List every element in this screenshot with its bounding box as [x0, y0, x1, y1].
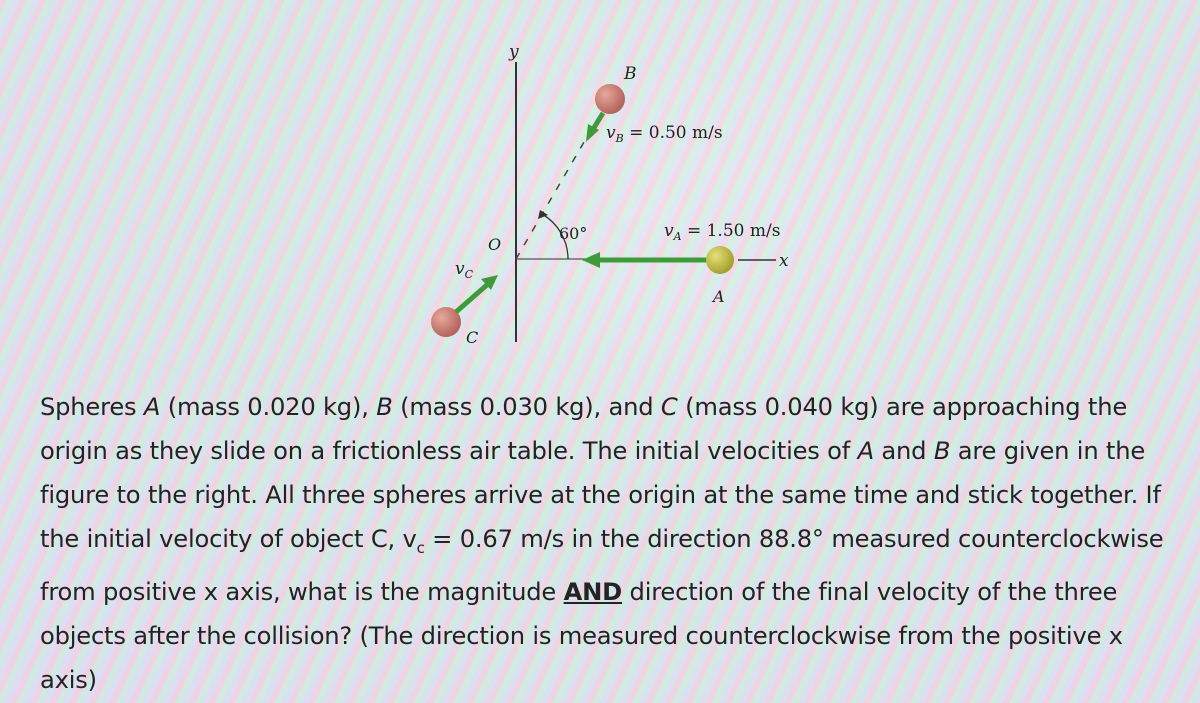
velocity-C-arrow — [456, 284, 488, 312]
text-run: direction of the final velocity of the three objects after the collision? (The direction is measured counterclockwise from the positive x axis) — [40, 577, 1123, 694]
problem-text — [40, 385, 1170, 702]
text-run: (mass 0.020 kg), — [160, 393, 377, 421]
var-A: A — [143, 393, 161, 421]
velocity-A-arrowhead — [582, 252, 600, 268]
origin-label: O — [488, 235, 502, 254]
text-run: (mass 0.040 kg) are approaching the origin as they slide on a frictionless air table. The initial velocities of — [40, 393, 1128, 465]
sphere-B — [595, 84, 625, 114]
sphere-A — [706, 246, 734, 274]
emphasis-and: AND — [563, 577, 623, 606]
velocity-A-label: $v_A = 1.50$ m/s — [664, 221, 781, 243]
label-A: A — [713, 287, 725, 306]
label-C: C — [466, 328, 479, 347]
angle-label: 60° — [559, 224, 588, 243]
var-B: B — [933, 437, 951, 465]
problem-statement — [40, 385, 1170, 702]
text-run: are given in the figure to the right. All three spheres arrive at the origin at the same time and stick together. If the initial velocity of object C, v — [40, 437, 1161, 553]
text-run: = 0.67 m/s in the direction 88.8° measured counterclockwise from positive x axis, what is the magnitude — [40, 525, 1164, 606]
label-B: B — [624, 64, 637, 84]
text-run: (mass 0.030 kg), and — [392, 393, 661, 421]
var-A: A — [857, 437, 874, 465]
velocity-C-label: $v_C$ — [455, 259, 474, 281]
text-run: and — [873, 437, 934, 465]
x-axis-label: x — [779, 251, 789, 271]
y-axis-label: y — [509, 42, 519, 62]
text-run: Spheres — [40, 393, 144, 421]
var-B: B — [376, 393, 393, 421]
subscript-c: c — [416, 538, 425, 557]
velocity-B-label: $v_B = 0.50$ m/s — [606, 123, 723, 145]
var-C: C — [660, 393, 678, 421]
